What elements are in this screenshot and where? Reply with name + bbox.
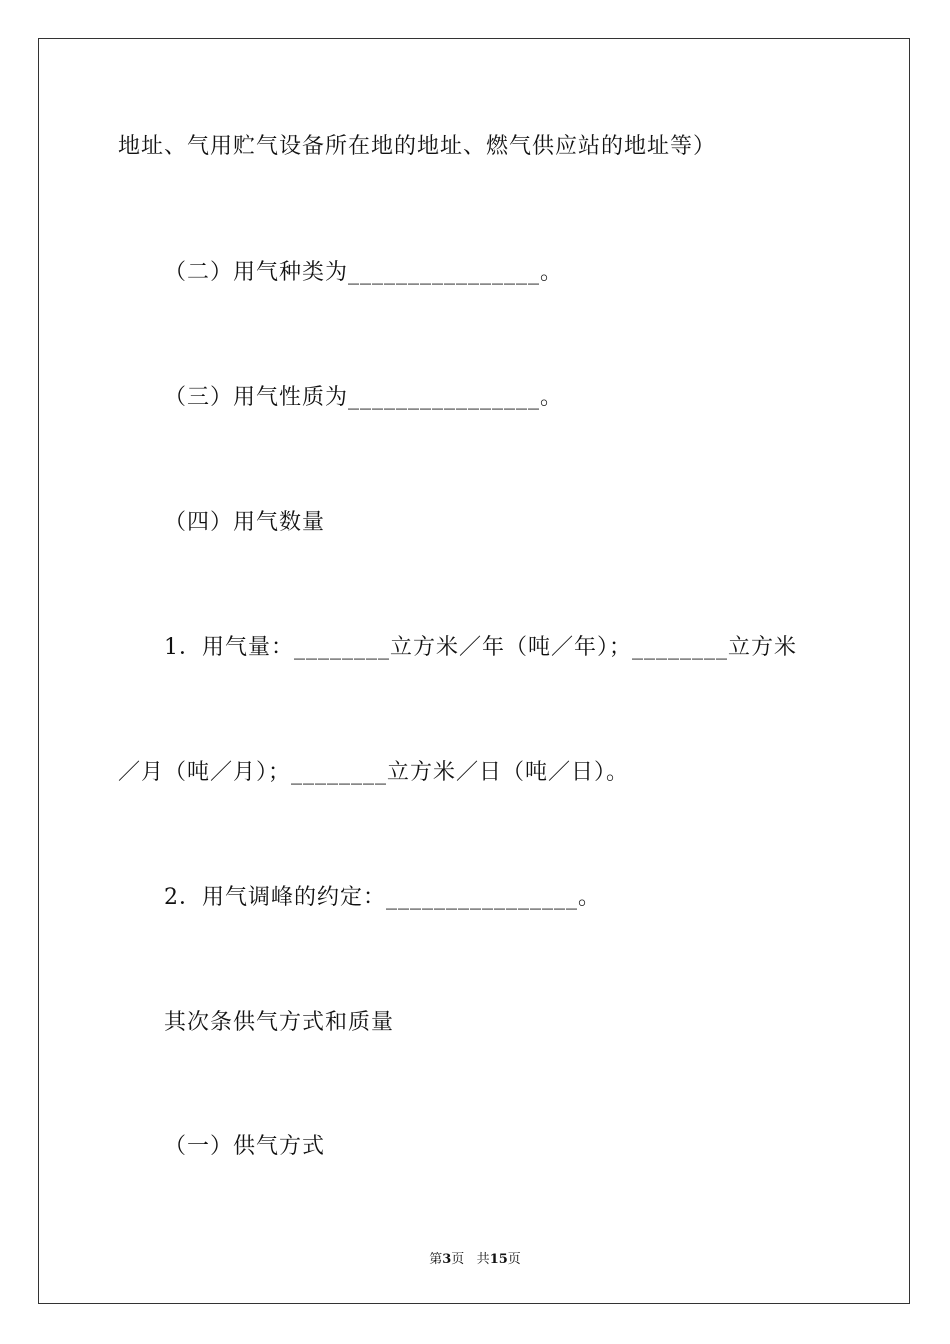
page-frame bbox=[38, 38, 910, 1304]
section-heading-supply: 其次条供气方式和质量 bbox=[164, 1010, 395, 1035]
footer-total-pages: 15 bbox=[489, 1252, 508, 1267]
footer-total-suffix: 页 bbox=[507, 1252, 521, 1267]
page-footer bbox=[0, 1248, 950, 1267]
footer-total-prefix: 共 bbox=[476, 1252, 490, 1267]
footer-current-page: 3 bbox=[442, 1252, 452, 1267]
paragraph-gas-type: （二）用气种类为________________。 bbox=[164, 260, 564, 285]
paragraph-gas-quantity-heading: （四）用气数量 bbox=[164, 510, 326, 535]
paragraph-gas-volume-continuation: ／月（吨／月）；________立方米／日（吨／日）。 bbox=[118, 760, 630, 785]
paragraph-gas-nature: （三）用气性质为________________。 bbox=[164, 385, 564, 410]
paragraph-supply-method: （一）供气方式 bbox=[164, 1134, 326, 1159]
paragraph-address-continuation: 地址、气用贮气设备所在地的地址、燃气供应站的地址等） bbox=[118, 134, 717, 159]
footer-page-prefix: 第 bbox=[429, 1252, 443, 1267]
paragraph-gas-volume: 1．用气量：________立方米／年（吨／年）；________立方米 bbox=[164, 635, 797, 660]
footer-page-suffix: 页 bbox=[451, 1252, 465, 1267]
paragraph-peak-shaving: 2．用气调峰的约定：________________。 bbox=[164, 885, 601, 910]
